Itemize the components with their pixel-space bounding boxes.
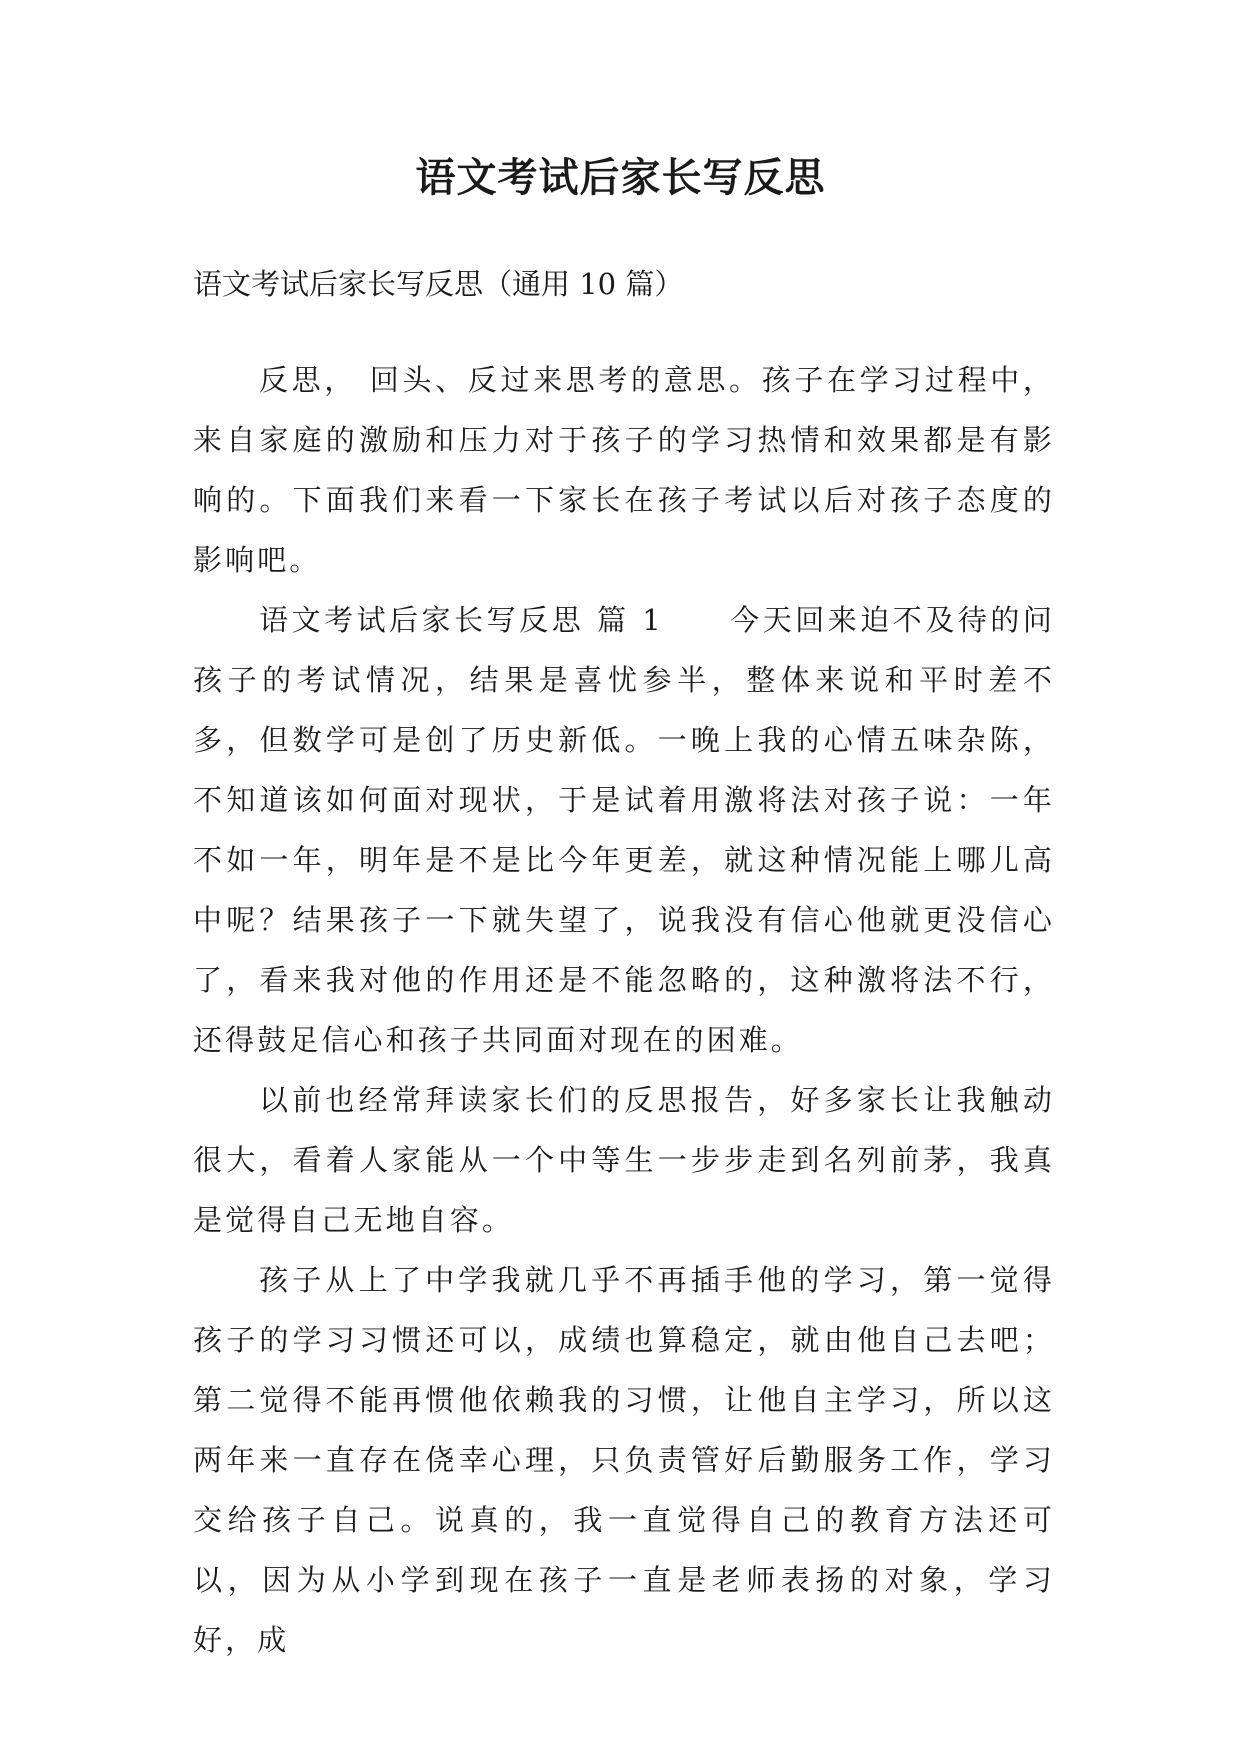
section-1-text: 今天回来迫不及待的问孩子的考试情况，结果是喜忧参半，整体来说和平时差不多，但数学可是创了历史新低。一晚上我的心情五味杂陈，不知道该如何面对现状，于是试着用激将法对孩子说：一年不如一年，明年是不是比今年更差，就这种情况能上哪儿高中呢？结果孩子一下就失望了，说我没有信心他就更没信心了，看来我对他的作用还是不能忽略的，这种激将法不行，还得鼓足信心和孩子共同面对现在的困难。 — [193, 603, 1055, 1057]
document-title: 语文考试后家长写反思 — [415, 154, 826, 201]
section-1-heading: 语文考试后家长写反思 篇 1 — [259, 603, 664, 637]
intro-paragraph: 反思， 回头、反过来思考的意思。孩子在学习过程中，来自家庭的激励和压力对于孩子的学习热情和效果都是有影响的。下面我们来看一下家长在孩子考试以后对孩子态度的影响吧。 — [193, 363, 1055, 577]
section-1-paragraph — [193, 590, 1055, 1070]
document-body — [193, 350, 1055, 1670]
body-paragraph-3: 孩子从上了中学我就几乎不再插手他的学习，第一觉得孩子的学习习惯还可以，成绩也算稳定，就由他自己去吧；第二觉得不能再惯他依赖我的习惯，让他自主学习，所以这两年来一直存在侥幸心理，只负责管好后勤服务工作，学习交给孩子自己。说真的，我一直觉得自己的教育方法还可以，因为从小学到现在孩子一直是老师表扬的对象，学习好，成 — [193, 1263, 1055, 1657]
body-paragraph-2: 以前也经常拜读家长们的反思报告，好多家长让我触动很大，看着人家能从一个中等生一步步走到名列前茅，我真是觉得自己无地自容。 — [193, 1083, 1055, 1237]
document-subtitle: 语文考试后家长写反思（通用 10 篇） — [193, 267, 684, 301]
